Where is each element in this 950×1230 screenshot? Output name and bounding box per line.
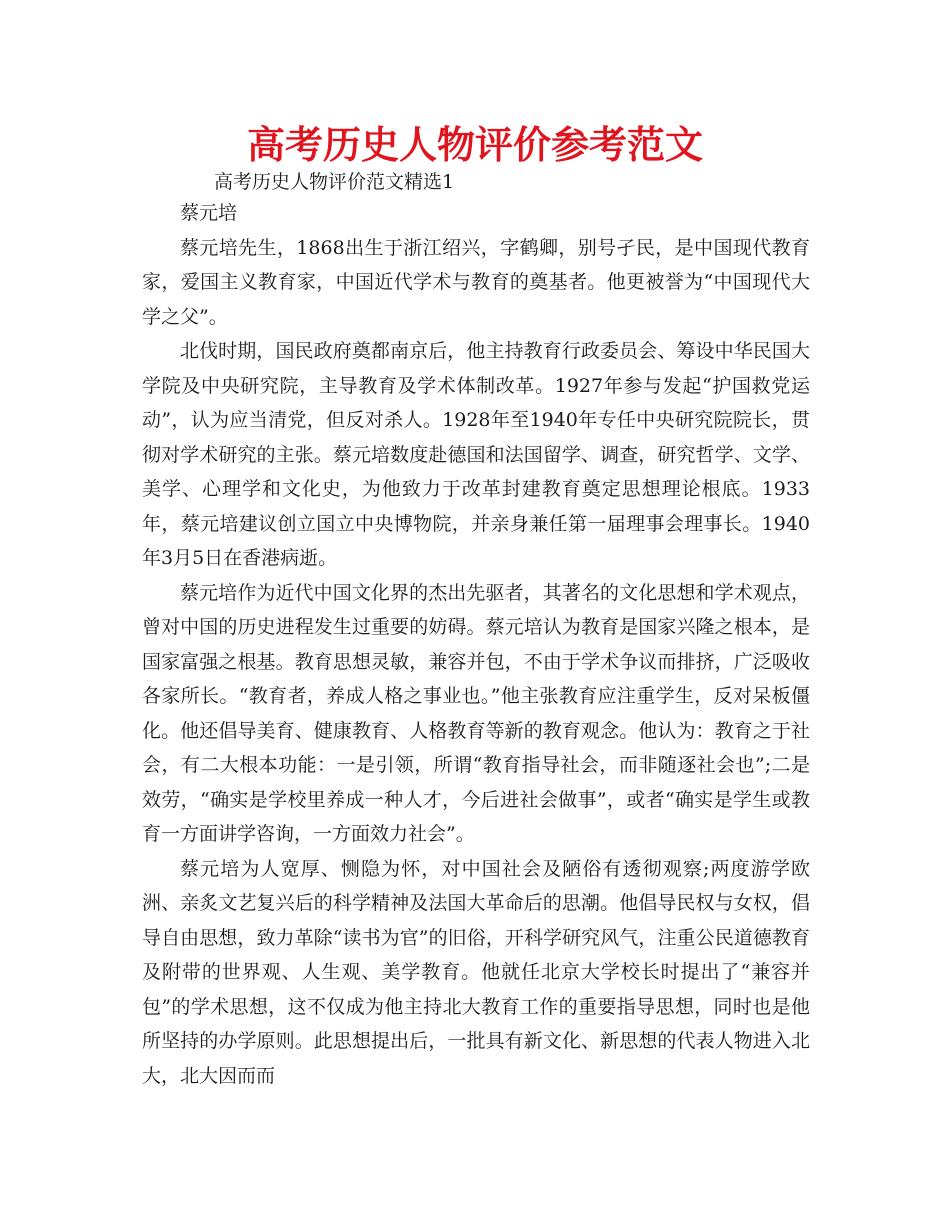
body-paragraph: 蔡元培先生，1868出生于浙江绍兴，字鹤卿，别号孑民，是中国现代教育家，爱国主义教育家，中国近代学术与教育的奠基者。他更被誉为“中国现代大学之父”。 [142, 236, 810, 328]
document-body [142, 196, 810, 1093]
section-heading: 蔡元培 [180, 202, 238, 224]
body-paragraph: 北伐时期，国民政府奠都南京后，他主持教育行政委员会、筹设中华民国大学院及中央研究院，主导教育及学术体制改革。1927年参与发起“护国救党运动”，认为应当清党，但反对杀人。1928年至1940年专任中央研究院院长，贯彻对学术研究的主张。蔡元培数度赴德国和法国留学、调查，研究哲学、文学、美学、心理学和文化史，为他致力于改革封建教育奠定思想理论根底。1933年，蔡元培建议创立国立中央博物院，并亲身兼任第一届理事会理事长。1940年3月5日在香港病逝。 [142, 340, 810, 569]
document-title: 高考历史人物评价参考范文 [246, 122, 703, 167]
body-paragraph: 蔡元培为人宽厚、恻隐为怀，对中国社会及陋俗有透彻观察;两度游学欧洲、亲炙文艺复兴后的科学精神及法国大革命后的思潮。他倡导民权与女权，倡导自由思想，致力革除“读书为官”的旧俗，开科学研究风气，注重公民道德教育及附带的世界观、人生观、美学教育。他就任北京大学校长时提出了“兼容并包”的学术思想，这不仅成为他主持北大教育工作的重要指导思想，同时也是他所坚持的办学原则。此思想提出后，一批具有新文化、新思想的代表人物进入北大，北大因而而 [142, 857, 810, 1087]
body-paragraph: 蔡元培作为近代中国文化界的杰出先驱者，其著名的文化思想和学术观点，曾对中国的历史进程发生过重要的妨碍。蔡元培认为教育是国家兴隆之根本，是国家富强之根基。教育思想灵敏，兼容并包，不由于学术争议而排挤，广泛吸收各家所长。“教育者，养成人格之事业也。”他主张教育应注重学生，反对呆板僵化。他还倡导美育、健康教育、人格教育等新的教育观念。他认为：教育之于社会，有二大根本功能：一是引领，所谓“教育指导社会，而非随逐社会也”;二是效劳，“确实是学校里养成一种人才，今后进社会做事”，或者“确实是学生或教育一方面讲学咨询，一方面效力社会”。 [142, 581, 810, 845]
document-subtitle: 高考历史人物评价范文精选1 [214, 171, 455, 193]
